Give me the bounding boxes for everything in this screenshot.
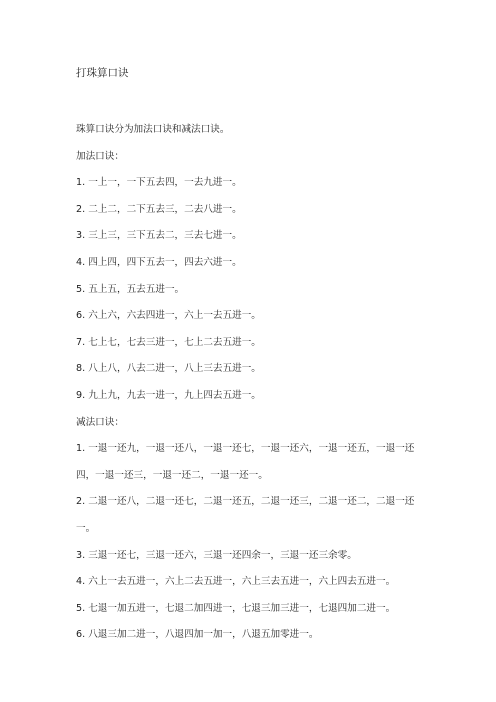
addition-heading: 加法口诀： (76, 150, 124, 162)
addition-rule: 3. 三上三，三下五去二，三去七进一。 (76, 230, 242, 242)
addition-rule: 7. 七上七，七去三进一，七上二去五进一。 (76, 336, 261, 348)
addition-rule: 2. 二上二，二下五去三，二去八进一。 (76, 203, 242, 215)
addition-rule: 5. 五上五，五去五进一。 (76, 283, 185, 295)
addition-rule: 6. 六上六，六去四进一，六上一去五进一。 (76, 310, 261, 322)
document-body (76, 117, 430, 649)
subtraction-rules-list (76, 436, 430, 649)
addition-rules-list (76, 170, 430, 409)
addition-rule: 1. 一上一，一下五去四，一去九进一。 (76, 177, 242, 189)
addition-rule: 8. 八上八，八去二进一，八上三去五进一。 (76, 363, 261, 375)
subtraction-rule: 5. 七退一加五进一，七退二加四进一，七退三加三进一，七退四加二进一。 (76, 602, 396, 614)
subtraction-rule: 3. 三退一还七，三退一还六，三退一还四余一，三退一还三余零。 (76, 549, 357, 561)
subtraction-rule: 2. 二退一还八，二退一还七，二退一还五，二退一还三，二退一还二，二退一还一。 (76, 496, 415, 534)
subtraction-rule: 1. 一退一还九，一退一还八，一退一还七，一退一还六，一退一还五，一退一还四，一退一还三，一退一还二，一退一还一。 (76, 443, 415, 481)
addition-rule: 4. 四上四，四下五去一，四去六进一。 (76, 256, 242, 268)
document-title: 打珠算口诀 (76, 67, 129, 79)
subtraction-heading: 减法口诀： (76, 416, 124, 428)
subtraction-rule: 6. 八退三加二进一，八退四加一加一，八退五加零进一。 (76, 629, 319, 641)
addition-rule: 9. 九上九，九去一进一，九上四去五进一。 (76, 389, 261, 401)
intro-paragraph: 珠算口诀分为加法口诀和减法口诀。 (76, 124, 230, 135)
subtraction-rule: 4. 六上一去五进一，六上二去五进一，六上三去五进一，六上四去五进一。 (76, 576, 396, 588)
